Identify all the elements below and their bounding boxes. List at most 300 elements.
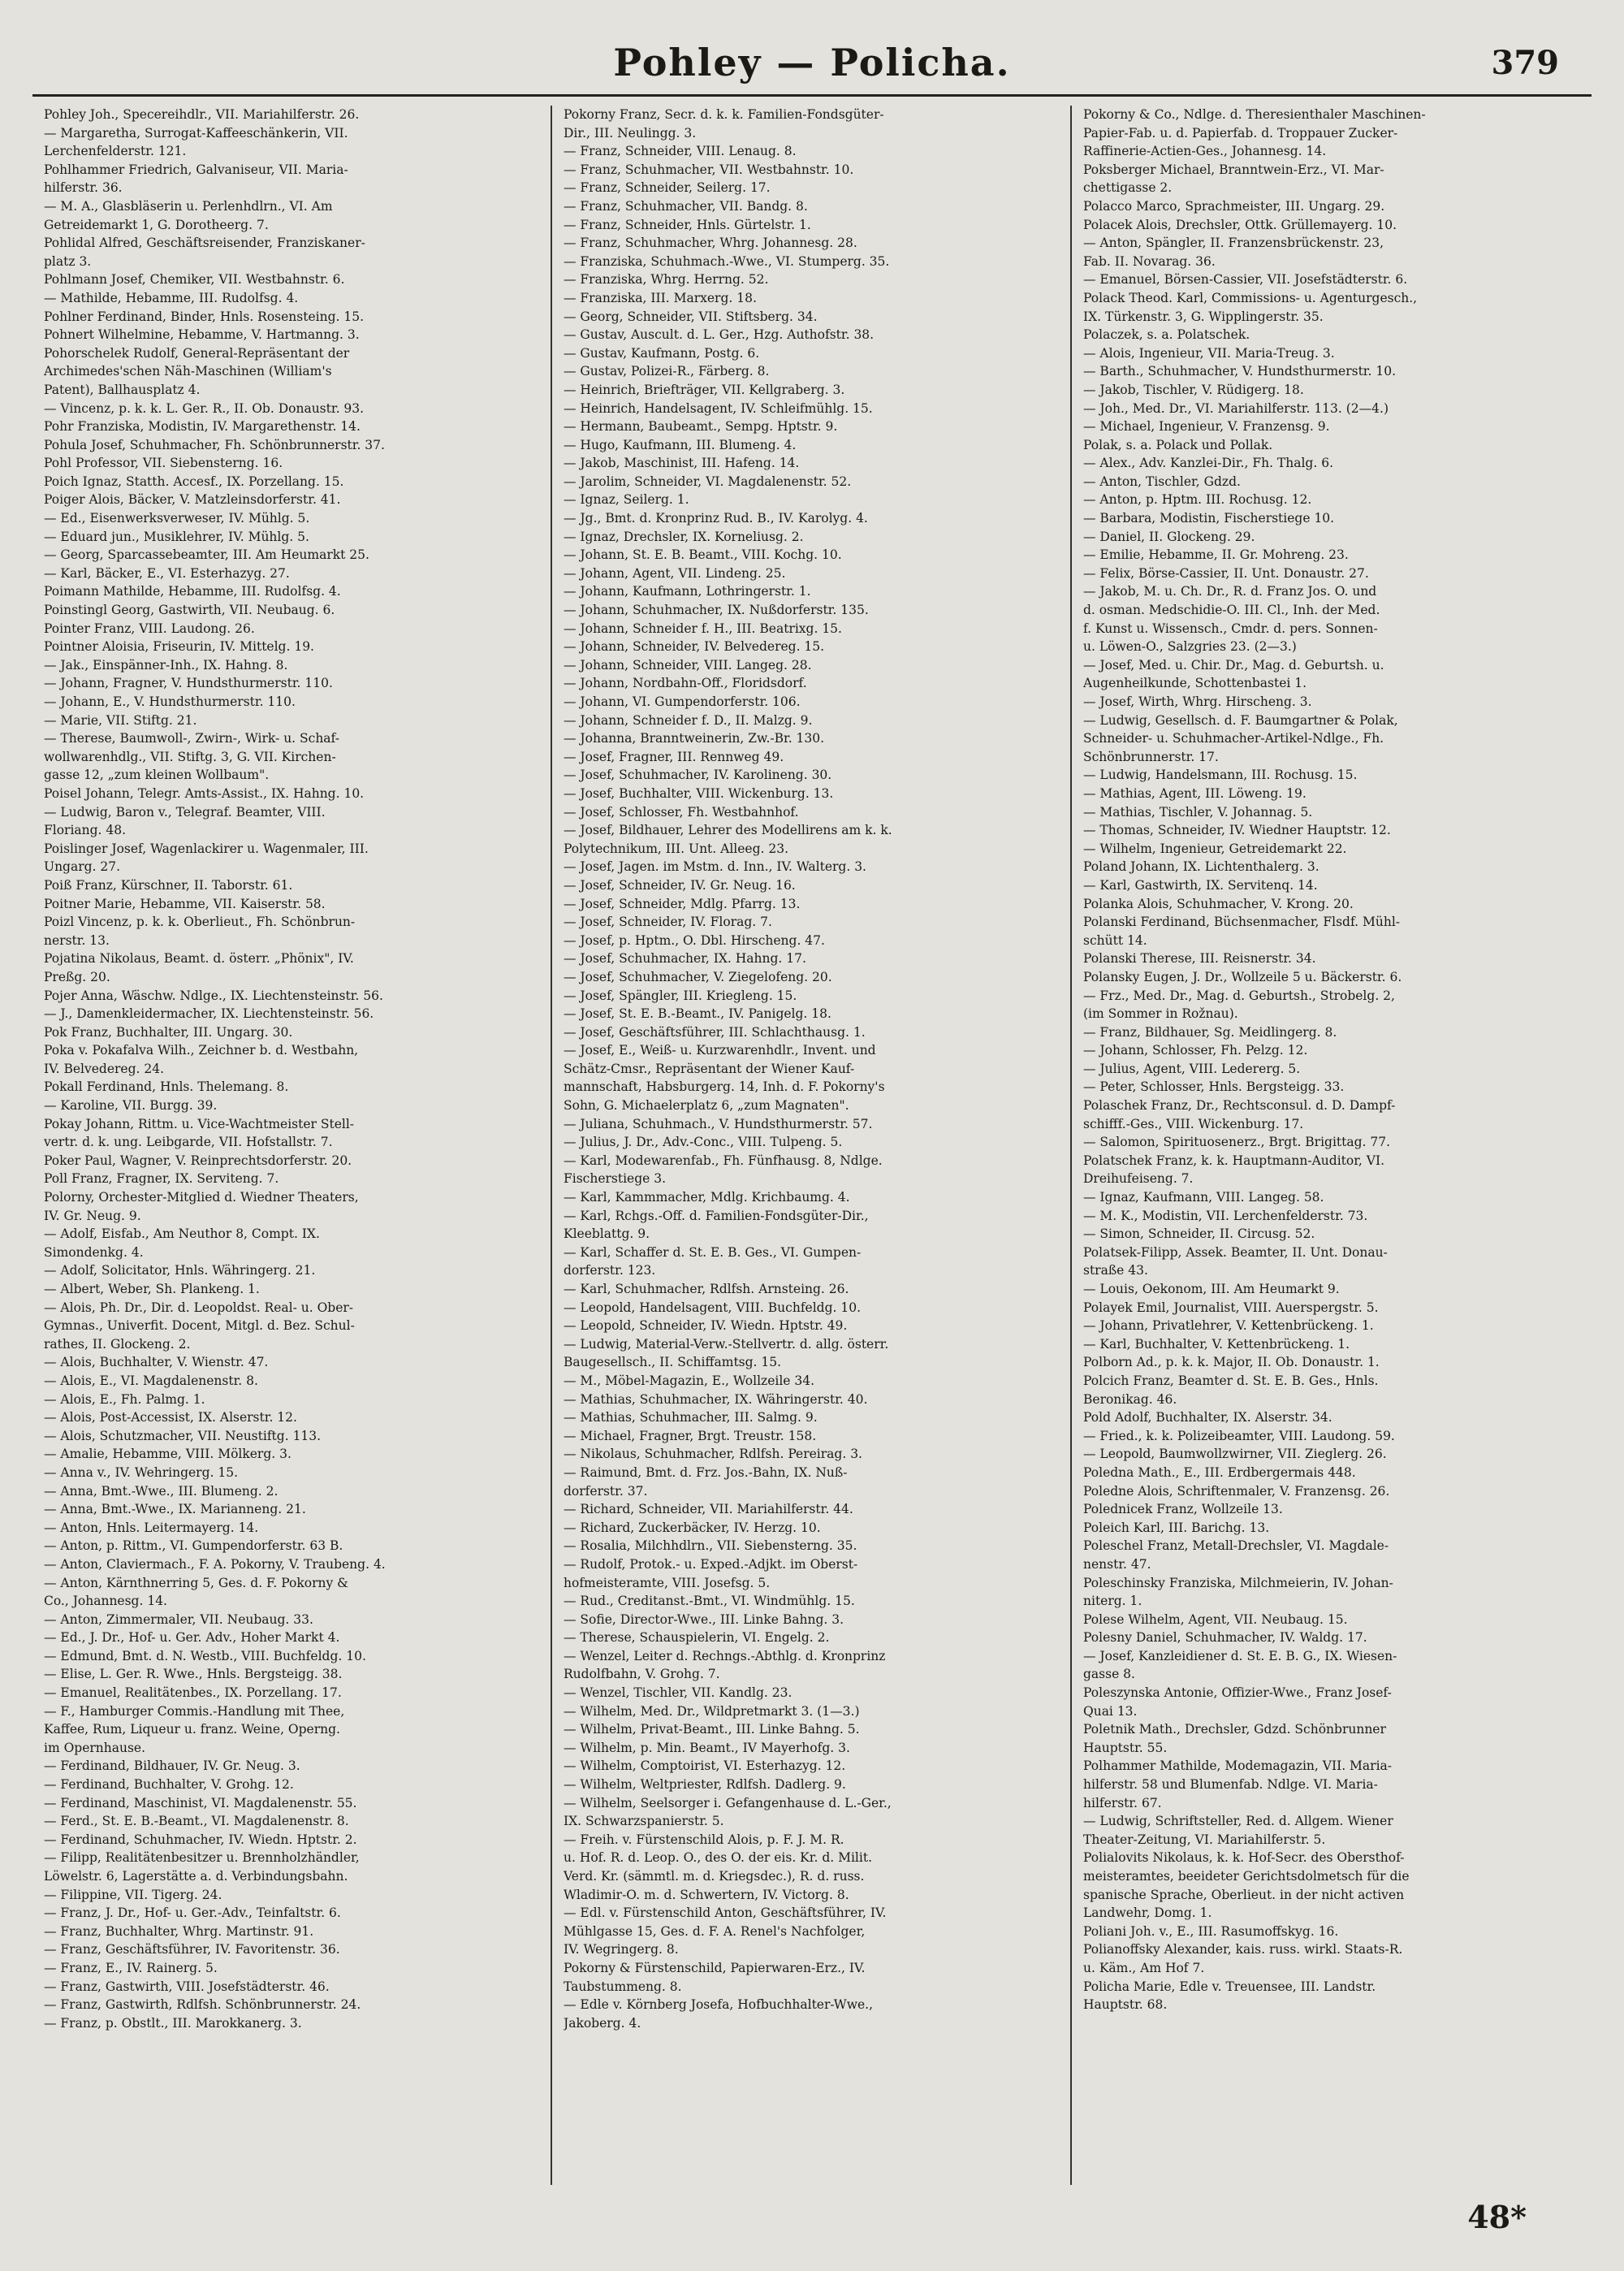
directory-entry: IV. Gr. Neug. 9. bbox=[44, 1208, 141, 1223]
directory-entry: — Josef, Schneider, IV. Gr. Neug. 16. bbox=[564, 877, 796, 893]
directory-entry: rathes, II. Glockeng. 2. bbox=[44, 1336, 191, 1352]
directory-entry: — Karl, Schaffer d. St. E. B. Ges., VI. Gumpen- bbox=[564, 1244, 862, 1260]
directory-entry: — Georg, Schneider, VII. Stiftsberg. 34. bbox=[564, 309, 818, 324]
directory-entry: (im Sommer in Rožnau). bbox=[1083, 1006, 1238, 1022]
directory-entry: — Jakob, M. u. Ch. Dr., R. d. Franz Jos. O. und bbox=[1083, 584, 1377, 599]
directory-entry: hofmeisteramte, VIII. Josefsg. 5. bbox=[564, 1575, 771, 1590]
directory-entry: — Freih. v. Fürstenschild Alois, p. F. J. M. R. bbox=[564, 1832, 844, 1847]
directory-entry: — Anton, Kärnthnerring 5, Ges. d. F. Pokorny & bbox=[44, 1575, 348, 1590]
directory-entry: Pok Franz, Buchhalter, III. Ungarg. 30. bbox=[44, 1024, 293, 1040]
directory-entry: — Josef, Schuhmacher, V. Ziegelofeng. 20. bbox=[564, 969, 832, 984]
directory-entry: Raffinerie-Actien-Ges., Johannesg. 14. bbox=[1083, 144, 1327, 159]
directory-entry: — Peter, Schlosser, Hnls. Bergsteigg. 33. bbox=[1083, 1079, 1345, 1095]
directory-entry: Pojer Anna, Wäschw. Ndlge., IX. Liechtensteinstr. 56. bbox=[44, 988, 383, 1003]
directory-entry: Pokall Ferdinand, Hnls. Thelemang. 8. bbox=[44, 1079, 289, 1095]
directory-entry: — Josef, Kanzleidiener d. St. E. B. G., IX. Wiesen- bbox=[1083, 1648, 1397, 1663]
directory-entry: Gymnas., Univerfit. Docent, Mitgl. d. Bez. Schul- bbox=[44, 1318, 355, 1334]
directory-entry: Kaffee, Rum, Liqueur u. franz. Weine, Operng. bbox=[44, 1722, 340, 1737]
directory-entry: — Johann, Schlosser, Fh. Pelzg. 12. bbox=[1083, 1043, 1308, 1058]
directory-entry: Polcich Franz, Beamter d. St. E. B. Ges., Hnls. bbox=[1083, 1373, 1379, 1388]
directory-entry: — Karl, Kammmacher, Mdlg. Krichbaumg. 4. bbox=[564, 1190, 850, 1205]
directory-entry: Poiger Alois, Bäcker, V. Matzleinsdorferstr. 41. bbox=[44, 492, 341, 508]
directory-entry: hilferstr. 36. bbox=[44, 180, 123, 196]
directory-entry: Pokay Johann, Rittm. u. Vice-Wachtmeister Stell- bbox=[44, 1116, 355, 1131]
directory-entry: Poledna Math., E., III. Erdbergermais 448. bbox=[1083, 1464, 1356, 1480]
directory-entry: Hauptstr. 68. bbox=[1083, 1997, 1168, 2013]
directory-entry: Pokorny Franz, Secr. d. k. k. Familien-Fondsgüter- bbox=[564, 107, 884, 122]
directory-entry: Poislinger Josef, Wagenlackirer u. Wagenmaler, III. bbox=[44, 841, 369, 856]
directory-entry: — Johann, Kaufmann, Lothringerstr. 1. bbox=[564, 584, 811, 599]
directory-entry: Pohlhammer Friedrich, Galvaniseur, VII. Maria- bbox=[44, 162, 348, 177]
directory-entry: — Georg, Sparcassebeamter, III. Am Heumarkt 25. bbox=[44, 547, 369, 563]
directory-entry: Polanski Therese, III. Reisnerstr. 34. bbox=[1083, 951, 1316, 967]
directory-entry: — Raimund, Bmt. d. Frz. Jos.-Bahn, IX. Nuß- bbox=[564, 1464, 848, 1480]
directory-entry: Polialovits Nikolaus, k. k. Hof-Secr. des Obersthof- bbox=[1083, 1850, 1405, 1866]
directory-entry: — Louis, Oekonom, III. Am Heumarkt 9. bbox=[1083, 1282, 1340, 1296]
directory-entry: Poleich Karl, III. Barichg. 13. bbox=[1083, 1520, 1270, 1535]
directory-entry: Taubstummeng. 8. bbox=[564, 1979, 682, 1994]
directory-entry: — Josef, Jagen. im Mstm. d. Inn., IV. Walterg. 3. bbox=[564, 859, 866, 875]
directory-entry: — Franz, Geschäftsführer, IV. Favoritenstr. 36. bbox=[44, 1942, 340, 1957]
header-rule bbox=[32, 94, 1592, 97]
directory-entry: Patent), Ballhausplatz 4. bbox=[44, 382, 201, 397]
directory-entry: Schneider- u. Schuhmacher-Artikel-Ndlge., Fh. bbox=[1083, 731, 1384, 746]
directory-entry: — Alois, Ingenieur, VII. Maria-Treug. 3. bbox=[1083, 345, 1335, 361]
directory-entry: straße 43. bbox=[1083, 1263, 1148, 1278]
directory-entry: — Rosalia, Milchhdlrn., VII. Siebensterng. 35. bbox=[564, 1538, 857, 1554]
directory-entry: Quai 13. bbox=[1083, 1703, 1138, 1719]
directory-entry: — Sofie, Director-Wwe., III. Linke Bahng. 3. bbox=[564, 1611, 844, 1627]
directory-entry: d. osman. Medschidie-O. III. Cl., Inh. der Med. bbox=[1083, 603, 1380, 618]
directory-entry: Polianoffsky Alexander, kais. russ. wirkl. Staats-R. bbox=[1083, 1942, 1403, 1957]
directory-entry: — Karl, Buchhalter, V. Kettenbrückeng. 1. bbox=[1083, 1336, 1350, 1352]
directory-entry: Polaczek, s. a. Polatschek. bbox=[1083, 327, 1250, 343]
directory-entry: Mühlgasse 15, Ges. d. F. A. Renel's Nachfolger, bbox=[564, 1923, 866, 1939]
directory-entry: Landwehr, Domg. 1. bbox=[1083, 1905, 1212, 1921]
directory-entry: — Anton, p. Hptm. III. Rochusg. 12. bbox=[1083, 492, 1312, 508]
directory-entry: — Emanuel, Realitätenbes., IX. Porzellang. 17. bbox=[44, 1685, 342, 1701]
directory-entry: — Josef, St. E. B.-Beamt., IV. Panigelg. 18. bbox=[564, 1006, 831, 1022]
sheet-signature: 48* bbox=[1467, 2199, 1527, 2235]
directory-entry: — Johann, Schneider, VIII. Langeg. 28. bbox=[564, 657, 812, 673]
directory-entry: — Hermann, Baubeamt., Sempg. Hptstr. 9. bbox=[564, 419, 838, 435]
directory-entry: Pohorschelek Rudolf, General-Repräsentant der bbox=[44, 345, 350, 361]
running-title: Pohley — Policha. bbox=[613, 41, 1011, 84]
directory-entry: — Richard, Zuckerbäcker, IV. Herzg. 10. bbox=[564, 1520, 821, 1535]
directory-entry: Rudolfbahn, V. Grohg. 7. bbox=[564, 1667, 720, 1682]
directory-entry: Polanka Alois, Schuhmacher, V. Krong. 20. bbox=[1083, 896, 1354, 911]
directory-entry: Papier-Fab. u. d. Papierfab. d. Troppauer Zucker- bbox=[1083, 125, 1398, 141]
directory-entry: — Frz., Med. Dr., Mag. d. Geburtsh., Strobelg. 2, bbox=[1083, 988, 1395, 1003]
directory-entry: Polborn Ad., p. k. k. Major, II. Ob. Donaustr. 1. bbox=[1083, 1355, 1380, 1370]
directory-entry: Pointner Aloisia, Friseurin, IV. Mittelg. 19. bbox=[44, 639, 314, 655]
directory-entry: mannschaft, Habsburgerg. 14, Inh. d. F. Pokorny's bbox=[564, 1079, 885, 1095]
directory-entry: — Ferdinand, Schuhmacher, IV. Wiedn. Hptstr. 2. bbox=[44, 1832, 357, 1847]
directory-entry: — Anna v., IV. Wehringerg. 15. bbox=[44, 1464, 239, 1480]
directory-entry: — Filipp, Realitätenbesitzer u. Brennholzhändler, bbox=[44, 1850, 360, 1866]
directory-entry: Pointer Franz, VIII. Laudong. 26. bbox=[44, 621, 255, 636]
directory-entry: — Alois, Ph. Dr., Dir. d. Leopoldst. Real- u. Ober- bbox=[44, 1300, 354, 1315]
directory-entry: — Ed., J. Dr., Hof- u. Ger. Adv., Hoher Markt 4. bbox=[44, 1630, 340, 1646]
directory-entry: Polaschek Franz, Dr., Rechtsconsul. d. D. Dampf- bbox=[1083, 1098, 1396, 1114]
directory-entry: — Anna, Bmt.-Wwe., III. Blumeng. 2. bbox=[44, 1483, 279, 1499]
directory-entry: — Julius, J. Dr., Adv.-Conc., VIII. Tulpeng. 5. bbox=[564, 1135, 843, 1150]
directory-entry: Poland Johann, IX. Lichtenthalerg. 3. bbox=[1083, 859, 1320, 875]
directory-entry: Poiß Franz, Kürschner, II. Taborstr. 61. bbox=[44, 877, 293, 893]
directory-entry: Polak, s. a. Polack und Pollak. bbox=[1083, 437, 1273, 452]
directory-entry: — Rud., Creditanst.-Bmt., VI. Windmühlg. 15. bbox=[564, 1594, 855, 1609]
directory-entry: — Jak., Einspänner-Inh., IX. Hahng. 8. bbox=[44, 657, 288, 673]
directory-entry: — Alois, E., VI. Magdalenenstr. 8. bbox=[44, 1373, 258, 1388]
directory-entry: — Alois, Schutzmacher, VII. Neustiftg. 113. bbox=[44, 1428, 322, 1443]
directory-entry: Poich Ignaz, Statth. Accesf., IX. Porzellang. 15. bbox=[44, 474, 344, 489]
directory-entry: — Jakob, Tischler, V. Rüdigerg. 18. bbox=[1083, 382, 1304, 397]
directory-entry: — Mathias, Agent, III. Löweng. 19. bbox=[1083, 785, 1307, 801]
directory-entry: — Michael, Ingenieur, V. Franzensg. 9. bbox=[1083, 419, 1330, 435]
directory-entry: — Ludwig, Schriftsteller, Red. d. Allgem. Wiener bbox=[1083, 1814, 1393, 1829]
directory-entry: — Salomon, Spirituosenerz., Brgt. Brigittag. 77. bbox=[1083, 1135, 1391, 1150]
directory-entry: — Ferd., St. E. B.-Beamt., VI. Magdalenenstr. 8. bbox=[44, 1814, 349, 1829]
directory-entry: Poliani Joh. v., E., III. Rasumoffskyg. 16. bbox=[1083, 1923, 1339, 1939]
directory-entry: Pohl Professor, VII. Siebensterng. 16. bbox=[44, 456, 283, 471]
directory-entry: Beronikag. 46. bbox=[1083, 1391, 1177, 1407]
directory-entry: Poitner Marie, Hebamme, VII. Kaiserstr. 58. bbox=[44, 896, 326, 911]
directory-entry: Wladimir-O. m. d. Schwertern, IV. Victorg. 8. bbox=[564, 1887, 849, 1902]
directory-entry: — Franz, E., IV. Rainerg. 5. bbox=[44, 1960, 218, 1975]
directory-entry: hilferstr. 58 und Blumenfab. Ndlge. VI. Maria- bbox=[1083, 1777, 1378, 1793]
directory-entry: Polese Wilhelm, Agent, VII. Neubaug. 15. bbox=[1083, 1611, 1348, 1627]
directory-entry: Hauptstr. 55. bbox=[1083, 1740, 1168, 1755]
directory-entry: — Franz, Schuhmacher, VII. Bandg. 8. bbox=[564, 198, 808, 214]
directory-entry: — Wilhelm, Med. Dr., Wildpretmarkt 3. (1—3.) bbox=[564, 1703, 860, 1719]
directory-entry: — Ed., Eisenwerksverweser, IV. Mühlg. 5. bbox=[44, 511, 310, 526]
directory-entry: — Karl, Rchgs.-Off. d. Familien-Fondsgüter-Dir., bbox=[564, 1208, 869, 1223]
directory-entry: — Eduard jun., Musiklehrer, IV. Mühlg. 5. bbox=[44, 529, 309, 544]
directory-entry: — Ignaz, Drechsler, IX. Korneliusg. 2. bbox=[564, 529, 804, 544]
directory-entry: — Wilhelm, Privat-Beamt., III. Linke Bahng. 5. bbox=[564, 1722, 860, 1737]
directory-entry: — Josef, Geschäftsführer, III. Schlachthausg. 1. bbox=[564, 1024, 866, 1040]
directory-entry: — Julius, Agent, VIII. Ledererg. 5. bbox=[1083, 1061, 1301, 1076]
directory-entry: Poleschinsky Franziska, Milchmeierin, IV. Johan- bbox=[1083, 1575, 1393, 1590]
directory-entry: Poledne Alois, Schriftenmaler, V. Franzensg. 26. bbox=[1083, 1483, 1390, 1499]
directory-entry: — Wilhelm, p. Min. Beamt., IV Mayerhofg. 3. bbox=[564, 1740, 850, 1755]
directory-entry: — Josef, Schneider, Mdlg. Pfarrg. 13. bbox=[564, 896, 801, 911]
directory-entry: — Johann, Fragner, V. Hundsthurmerstr. 110. bbox=[44, 676, 333, 691]
directory-entry: Poimann Mathilde, Hebamme, III. Rudolfsg. 4. bbox=[44, 584, 341, 599]
directory-entry: — Ludwig, Gesellsch. d. F. Baumgartner & Polak, bbox=[1083, 712, 1398, 728]
directory-entry: Fab. II. Novarag. 36. bbox=[1083, 253, 1216, 269]
directory-entry: Polansky Eugen, J. Dr., Wollzeile 5 u. Bäckerstr. 6. bbox=[1083, 969, 1402, 984]
directory-entry: Poinstingl Georg, Gastwirth, VII. Neubaug. 6. bbox=[44, 603, 335, 618]
directory-columns bbox=[32, 106, 1592, 2185]
directory-entry: — Johann, Nordbahn-Off., Floridsdorf. bbox=[564, 676, 807, 691]
directory-entry: — Rudolf, Protok.- u. Exped.-Adjkt. im Oberst- bbox=[564, 1556, 858, 1572]
directory-entry: Polacek Alois, Drechsler, Ottk. Grüllemayerg. 10. bbox=[1083, 217, 1397, 232]
directory-entry: Simondenkg. 4. bbox=[44, 1244, 144, 1260]
directory-entry: — Ludwig, Handelsmann, III. Rochusg. 15. bbox=[1083, 768, 1358, 783]
directory-entry: — Wilhelm, Ingenieur, Getreidemarkt 22. bbox=[1083, 841, 1347, 856]
directory-entry: Kleeblattg. 9. bbox=[564, 1226, 650, 1242]
directory-entry: Polytechnikum, III. Unt. Alleeg. 23. bbox=[564, 841, 789, 856]
directory-entry: — Albert, Weber, Sh. Plankeng. 1. bbox=[44, 1282, 260, 1296]
directory-entry: — Anna, Bmt.-Wwe., IX. Marianneng. 21. bbox=[44, 1502, 306, 1517]
directory-entry: Pohlner Ferdinand, Binder, Hnls. Rosensteing. 15. bbox=[44, 309, 365, 324]
directory-entry: IV. Belvedereg. 24. bbox=[44, 1061, 165, 1076]
directory-entry: Dreihufeiseng. 7. bbox=[1083, 1171, 1194, 1187]
directory-entry: Dir., III. Neulingg. 3. bbox=[564, 125, 697, 141]
directory-entry: Schätz-Cmsr., Repräsentant der Wiener Kauf- bbox=[564, 1061, 855, 1076]
directory-entry: — Franz, Schneider, Seilerg. 17. bbox=[564, 180, 771, 196]
directory-entry: — Alois, Post-Accessist, IX. Alserstr. 12. bbox=[44, 1410, 297, 1425]
directory-entry: — Hugo, Kaufmann, III. Blumeng. 4. bbox=[564, 437, 797, 452]
directory-entry: Theater-Zeitung, VI. Mariahilferstr. 5. bbox=[1083, 1832, 1326, 1847]
directory-entry: Pojatina Nikolaus, Beamt. d. österr. „Phönix", IV. bbox=[44, 951, 354, 967]
directory-entry: — Karl, Bäcker, E., VI. Esterhazyg. 27. bbox=[44, 565, 290, 581]
directory-entry: Polack Theod. Karl, Commissions- u. Agenturgesch., bbox=[1083, 290, 1418, 305]
column-3 bbox=[1072, 106, 1592, 2185]
directory-entry: — Thomas, Schneider, IV. Wiedner Hauptstr. 12. bbox=[1083, 823, 1391, 838]
directory-entry: — Ludwig, Baron v., Telegraf. Beamter, VIII. bbox=[44, 804, 326, 820]
directory-entry: — Karoline, VII. Burgg. 39. bbox=[44, 1098, 218, 1114]
directory-entry: Poleszynska Antonie, Offizier-Wwe., Franz Josef- bbox=[1083, 1685, 1392, 1701]
directory-entry: — Leopold, Baumwollzwirner, VII. Zieglerg. 26. bbox=[1083, 1447, 1387, 1462]
directory-entry: — Johann, Schneider f. D., II. Malzg. 9. bbox=[564, 712, 813, 728]
directory-entry: — Josef, E., Weiß- u. Kurzwarenhdlr., Invent. und bbox=[564, 1043, 876, 1058]
directory-entry: Polatsek-Filipp, Assek. Beamter, II. Unt. Donau- bbox=[1083, 1244, 1388, 1260]
directory-entry: — Daniel, II. Glockeng. 29. bbox=[1083, 529, 1255, 544]
directory-entry: — Wilhelm, Seelsorger i. Gefangenhause d. L.-Ger., bbox=[564, 1795, 892, 1810]
directory-entry: Pohley Joh., Specereihdlr., VII. Mariahilferstr. 26. bbox=[44, 107, 360, 122]
directory-entry: Pohlidal Alfred, Geschäftsreisender, Franziskaner- bbox=[44, 236, 365, 251]
directory-entry: — Ferdinand, Maschinist, VI. Magdalenenstr. 55. bbox=[44, 1795, 357, 1810]
directory-entry: u. Löwen-O., Salzgries 23. (2—3.) bbox=[1083, 639, 1297, 655]
directory-entry: — Emilie, Hebamme, II. Gr. Mohreng. 23. bbox=[1083, 547, 1349, 563]
directory-entry: Polednicek Franz, Wollzeile 13. bbox=[1083, 1502, 1283, 1517]
directory-entry: — Nikolaus, Schuhmacher, Rdlfsh. Pereirag. 3. bbox=[564, 1447, 862, 1462]
directory-entry: Verd. Kr. (sämmtl. m. d. Kriegsdec.), R. d. russ. bbox=[564, 1869, 865, 1884]
directory-entry: gasse 12, „zum kleinen Wollbaum". bbox=[44, 768, 270, 783]
column-1 bbox=[32, 106, 552, 2185]
directory-entry: — Therese, Baumwoll-, Zwirn-, Wirk- u. Schaf- bbox=[44, 731, 339, 746]
directory-entry: — Amalie, Hebamme, VIII. Mölkerg. 3. bbox=[44, 1447, 292, 1462]
directory-entry: Löwelstr. 6, Lagerstätte a. d. Verbindungsbahn. bbox=[44, 1869, 348, 1884]
directory-entry: Poizl Vincenz, p. k. k. Oberlieut., Fh. Schönbrun- bbox=[44, 915, 356, 930]
directory-entry: — Wilhelm, Comptoirist, VI. Esterhazyg. 12. bbox=[564, 1758, 846, 1774]
directory-entry: Pohr Franziska, Modistin, IV. Margarethenstr. 14. bbox=[44, 419, 361, 435]
directory-entry: — Franziska, III. Marxerg. 18. bbox=[564, 290, 757, 305]
directory-entry: chettigasse 2. bbox=[1083, 180, 1173, 196]
directory-entry: — M., Möbel-Magazin, E., Wollzeile 34. bbox=[564, 1373, 815, 1388]
directory-entry: hilferstr. 67. bbox=[1083, 1795, 1162, 1810]
directory-entry: — Franz, Gastwirth, VIII. Josefstädterstr. 46. bbox=[44, 1979, 330, 1994]
directory-entry: — Franz, Buchhalter, Whrg. Martinstr. 91. bbox=[44, 1923, 314, 1939]
directory-entry: — Karl, Modewarenfab., Fh. Fünfhausg. 8, Ndlge. bbox=[564, 1153, 883, 1168]
directory-entry: — Gustav, Kaufmann, Postg. 6. bbox=[564, 345, 760, 361]
directory-entry: — Johann, Privatlehrer, V. Kettenbrückeng. 1. bbox=[1083, 1318, 1374, 1334]
directory-entry: — Heinrich, Handelsagent, IV. Schleifmühlg. 15. bbox=[564, 400, 873, 416]
directory-entry: — Ludwig, Material-Verw.-Stellvertr. d. allg. österr. bbox=[564, 1336, 889, 1352]
directory-entry: — Alex., Adv. Kanzlei-Dir., Fh. Thalg. 6. bbox=[1083, 456, 1334, 471]
directory-entry: — Felix, Börse-Cassier, II. Unt. Donaustr. 27. bbox=[1083, 565, 1369, 581]
directory-entry: — M. K., Modistin, VII. Lerchenfelderstr. 73. bbox=[1083, 1208, 1368, 1223]
directory-entry: IX. Türkenstr. 3, G. Wipplingerstr. 35. bbox=[1083, 309, 1324, 324]
directory-entry: — Josef, Schlosser, Fh. Westbahnhof. bbox=[564, 804, 799, 820]
directory-entry: — Mathias, Tischler, V. Johannag. 5. bbox=[1083, 804, 1313, 820]
directory-entry: — Franz, Bildhauer, Sg. Meidlingerg. 8. bbox=[1083, 1024, 1337, 1040]
directory-entry: — Richard, Schneider, VII. Mariahilferstr. 44. bbox=[564, 1502, 853, 1517]
directory-entry: — Alois, E., Fh. Palmg. 1. bbox=[44, 1391, 205, 1407]
directory-entry: — J., Damenkleidermacher, IX. Liechtensteinstr. 56. bbox=[44, 1006, 374, 1022]
directory-entry: Pokorny & Fürstenschild, Papierwaren-Erz., IV. bbox=[564, 1960, 866, 1975]
directory-entry: Fischerstiege 3. bbox=[564, 1171, 667, 1187]
directory-entry: — Jarolim, Schneider, VI. Magdalenenstr. 52. bbox=[564, 474, 852, 489]
directory-entry: — Joh., Med. Dr., VI. Mariahilferstr. 113. (2—4.) bbox=[1083, 400, 1389, 416]
directory-entry: Pohlmann Josef, Chemiker, VII. Westbahnstr. 6. bbox=[44, 272, 345, 288]
directory-entry: Baugesellsch., II. Schiffamtsg. 15. bbox=[564, 1355, 782, 1370]
directory-entry: — Franziska, Whrg. Herrng. 52. bbox=[564, 272, 769, 288]
directory-entry: dorferstr. 37. bbox=[564, 1483, 648, 1499]
directory-entry: — Josef, p. Hptm., O. Dbl. Hirscheng. 47. bbox=[564, 932, 825, 948]
directory-entry: — Josef, Buchhalter, VIII. Wickenburg. 13. bbox=[564, 785, 834, 801]
directory-entry: — Therese, Schauspielerin, VI. Engelg. 2. bbox=[564, 1630, 830, 1646]
directory-entry: — Josef, Schuhmacher, IV. Karolineng. 30. bbox=[564, 768, 832, 783]
directory-entry: vertr. d. k. ung. Leibgarde, VII. Hofstallstr. 7. bbox=[44, 1135, 333, 1150]
directory-entry: — Josef, Schneider, IV. Florag. 7. bbox=[564, 915, 772, 930]
directory-entry: — Josef, Spängler, III. Kriegleng. 15. bbox=[564, 988, 797, 1003]
directory-entry: Polesny Daniel, Schuhmacher, IV. Waldg. 17. bbox=[1083, 1630, 1367, 1646]
directory-entry: Policha Marie, Edle v. Treuensee, III. Landstr. bbox=[1083, 1979, 1376, 1994]
directory-entry: schifff.-Ges., VIII. Wickenburg. 17. bbox=[1083, 1116, 1304, 1131]
directory-entry: — Anton, Tischler, Gdzd. bbox=[1083, 474, 1241, 489]
directory-entry: — Emanuel, Börsen-Cassier, VII. Josefstädterstr. 6. bbox=[1083, 272, 1408, 288]
directory-entry: — Fried., k. k. Polizeibeamter, VIII. Laudong. 59. bbox=[1083, 1428, 1395, 1443]
directory-entry: Poisel Johann, Telegr. Amts-Assist., IX. Hahng. 10. bbox=[44, 785, 365, 801]
directory-entry: — Edmund, Bmt. d. N. Westb., VIII. Buchfeldg. 10. bbox=[44, 1648, 366, 1663]
directory-entry: — Heinrich, Briefträger, VII. Kellgraberg. 3. bbox=[564, 382, 845, 397]
directory-entry: — Barth., Schuhmacher, V. Hundsthurmerstr. 10. bbox=[1083, 364, 1397, 379]
directory-entry: Poleschel Franz, Metall-Drechsler, VI. Magdale- bbox=[1083, 1538, 1389, 1554]
directory-entry: — F., Hamburger Commis.-Handlung mit Thee, bbox=[44, 1703, 345, 1719]
directory-entry: Lerchenfelderstr. 121. bbox=[44, 144, 187, 159]
directory-entry: — Adolf, Solicitator, Hnls. Währingerg. 21. bbox=[44, 1263, 316, 1278]
directory-entry: — Anton, Spängler, II. Franzensbrückenstr. 23, bbox=[1083, 236, 1384, 251]
directory-entry: Poletnik Math., Drechsler, Gdzd. Schönbrunner bbox=[1083, 1722, 1386, 1737]
directory-entry: — Franz, Schneider, VIII. Lenaug. 8. bbox=[564, 144, 797, 159]
directory-entry: — Wenzel, Leiter d. Rechngs.-Abthlg. d. Kronprinz bbox=[564, 1648, 886, 1663]
directory-entry: — Josef, Bildhauer, Lehrer des Modellirens am k. k. bbox=[564, 823, 892, 838]
directory-entry: Poksberger Michael, Branntwein-Erz., VI. Mar- bbox=[1083, 162, 1384, 177]
directory-entry: — Juliana, Schuhmach., V. Hundsthurmerstr. 57. bbox=[564, 1116, 873, 1131]
page-number: 379 bbox=[1491, 44, 1559, 82]
directory-entry: — Franziska, Schuhmach.-Wwe., VI. Stumperg. 35. bbox=[564, 253, 890, 269]
directory-entry: Augenheilkunde, Schottenbastei 1. bbox=[1083, 676, 1307, 691]
directory-entry: u. Käm., Am Hof 7. bbox=[1083, 1960, 1205, 1975]
directory-entry: Ungarg. 27. bbox=[44, 859, 121, 875]
directory-entry: Polhammer Mathilde, Modemagazin, VII. Maria- bbox=[1083, 1758, 1393, 1774]
directory-entry: — Franz, Schuhmacher, Whrg. Johannesg. 28. bbox=[564, 236, 857, 251]
directory-entry: — Edle v. Körnberg Josefa, Hofbuchhalter-Wwe., bbox=[564, 1997, 873, 2013]
directory-entry: — Karl, Gastwirth, IX. Servitenq. 14. bbox=[1083, 877, 1318, 893]
directory-entry: — Ignaz, Seilerg. 1. bbox=[564, 492, 689, 508]
directory-entry: — Josef, Wirth, Whrg. Hirscheng. 3. bbox=[1083, 694, 1312, 709]
directory-entry: — Karl, Schuhmacher, Rdlfsh. Arnsteing. 26. bbox=[564, 1282, 849, 1296]
directory-entry: nerstr. 13. bbox=[44, 932, 110, 948]
directory-entry: — Michael, Fragner, Brgt. Treustr. 158. bbox=[564, 1428, 817, 1443]
directory-entry: Poka v. Pokafalva Wilh., Zeichner b. d. Westbahn, bbox=[44, 1043, 359, 1058]
directory-entry: — Leopold, Schneider, IV. Wiedn. Hptstr. 49. bbox=[564, 1318, 848, 1334]
directory-entry: Getreidemarkt 1, G. Dorotheerg. 7. bbox=[44, 217, 269, 232]
directory-entry: — Gustav, Polizei-R., Färberg. 8. bbox=[564, 364, 770, 379]
directory-entry: — Johann, Schneider f. H., III. Beatrixg. 15. bbox=[564, 621, 842, 636]
directory-entry: — Johann, E., V. Hundsthurmerstr. 110. bbox=[44, 694, 296, 709]
directory-entry: — Elise, L. Ger. R. Wwe., Hnls. Bergsteigg. 38. bbox=[44, 1667, 343, 1682]
directory-entry: — Ferdinand, Bildhauer, IV. Gr. Neug. 3. bbox=[44, 1758, 300, 1774]
directory-entry: niterg. 1. bbox=[1083, 1594, 1142, 1609]
directory-entry: — Johann, Schuhmacher, IX. Nußdorferstr. 135. bbox=[564, 603, 869, 618]
directory-entry: — Ignaz, Kaufmann, VIII. Langeg. 58. bbox=[1083, 1190, 1324, 1205]
directory-entry: — Adolf, Eisfab., Am Neuthor 8, Compt. IX. bbox=[44, 1226, 320, 1242]
directory-entry: — Gustav, Auscult. d. L. Ger., Hzg. Authofstr. 38. bbox=[564, 327, 875, 343]
directory-entry: Pokorny & Co., Ndlge. d. Theresienthaler Maschinen- bbox=[1083, 107, 1426, 122]
directory-entry: — Mathias, Schuhmacher, III. Salmg. 9. bbox=[564, 1410, 818, 1425]
directory-entry: — Edl. v. Fürstenschild Anton, Geschäftsführer, IV. bbox=[564, 1905, 887, 1921]
directory-entry: schütt 14. bbox=[1083, 932, 1147, 948]
directory-entry: — Leopold, Handelsagent, VIII. Buchfeldg. 10. bbox=[564, 1300, 862, 1315]
column-2 bbox=[552, 106, 1072, 2185]
directory-entry: — Johann, Schneider, IV. Belvedereg. 15. bbox=[564, 639, 825, 655]
directory-entry: Polatschek Franz, k. k. Hauptmann-Auditor, VI. bbox=[1083, 1153, 1385, 1168]
directory-entry: Preßg. 20. bbox=[44, 969, 110, 984]
directory-entry: Co., Johannesg. 14. bbox=[44, 1594, 167, 1609]
directory-entry: f. Kunst u. Wissensch., Cmdr. d. pers. Sonnen- bbox=[1083, 621, 1378, 636]
directory-entry: — Mathilde, Hebamme, III. Rudolfsg. 4. bbox=[44, 290, 299, 305]
directory-entry: Pohnert Wilhelmine, Hebamme, V. Hartmanng. 3. bbox=[44, 327, 360, 343]
directory-entry: — Jg., Bmt. d. Kronprinz Rud. B., IV. Karolyg. 4. bbox=[564, 511, 868, 526]
directory-entry: u. Hof. R. d. Leop. O., des O. der eis. Kr. d. Milit. bbox=[564, 1850, 872, 1866]
directory-entry: — Anton, p. Rittm., VI. Gumpendorferstr. 63 B. bbox=[44, 1538, 343, 1554]
directory-entry: — Wilhelm, Weltpriester, Rdlfsh. Dadlerg. 9. bbox=[564, 1777, 846, 1793]
directory-entry: — Vincenz, p. k. k. L. Ger. R., II. Ob. Donaustr. 93. bbox=[44, 400, 365, 416]
directory-entry: — Anton, Hnls. Leitermayerg. 14. bbox=[44, 1520, 259, 1535]
directory-entry: Polacco Marco, Sprachmeister, III. Ungarg. 29. bbox=[1083, 198, 1385, 214]
directory-entry: gasse 8. bbox=[1083, 1667, 1135, 1682]
directory-entry: Polanski Ferdinand, Büchsenmacher, Flsdf. Mühl- bbox=[1083, 915, 1401, 930]
directory-entry: Pold Adolf, Buchhalter, IX. Alserstr. 34. bbox=[1083, 1410, 1332, 1425]
directory-entry: Sohn, G. Michaelerplatz 6, „zum Magnaten". bbox=[564, 1098, 849, 1114]
directory-entry: — Ferdinand, Buchhalter, V. Grohg. 12. bbox=[44, 1777, 294, 1793]
directory-entry: — Alois, Buchhalter, V. Wienstr. 47. bbox=[44, 1355, 269, 1370]
directory-entry: Pohula Josef, Schuhmacher, Fh. Schönbrunnerstr. 37. bbox=[44, 437, 385, 452]
directory-entry: dorferstr. 123. bbox=[564, 1263, 656, 1278]
directory-entry: — Johanna, Branntweinerin, Zw.-Br. 130. bbox=[564, 731, 825, 746]
directory-entry: — Franz, Gastwirth, Rdlfsh. Schönbrunnerstr. 24. bbox=[44, 1997, 361, 2013]
directory-entry: — Margaretha, Surrogat-Kaffeeschänkerin, VII. bbox=[44, 125, 348, 141]
directory-entry: — Anton, Claviermach., F. A. Pokorny, V. Traubeng. 4. bbox=[44, 1556, 386, 1572]
directory-entry: — Franz, Schneider, Hnls. Gürtelstr. 1. bbox=[564, 217, 811, 232]
directory-entry: Schönbrunnerstr. 17. bbox=[1083, 749, 1219, 764]
directory-entry: Archimedes'schen Näh-Maschinen (William's bbox=[44, 364, 332, 379]
directory-entry: Polayek Emil, Journalist, VIII. Auerspergstr. 5. bbox=[1083, 1300, 1379, 1315]
directory-entry: — Jakob, Maschinist, III. Hafeng. 14. bbox=[564, 456, 800, 471]
directory-entry: IV. Wegringerg. 8. bbox=[564, 1942, 679, 1957]
directory-entry: — Johann, VI. Gumpendorferstr. 106. bbox=[564, 694, 801, 709]
directory-entry: — Anton, Zimmermaler, VII. Neubaug. 33. bbox=[44, 1611, 313, 1627]
directory-entry: — Franz, p. Obstlt., III. Marokkanerg. 3. bbox=[44, 2015, 302, 2031]
directory-entry: — Barbara, Modistin, Fischerstiege 10. bbox=[1083, 511, 1335, 526]
directory-entry: Poker Paul, Wagner, V. Reinprechtsdorferstr. 20. bbox=[44, 1153, 352, 1168]
directory-entry: — Josef, Schuhmacher, IX. Hahng. 17. bbox=[564, 951, 806, 967]
directory-entry: — Wenzel, Tischler, VII. Kandlg. 23. bbox=[564, 1685, 793, 1701]
